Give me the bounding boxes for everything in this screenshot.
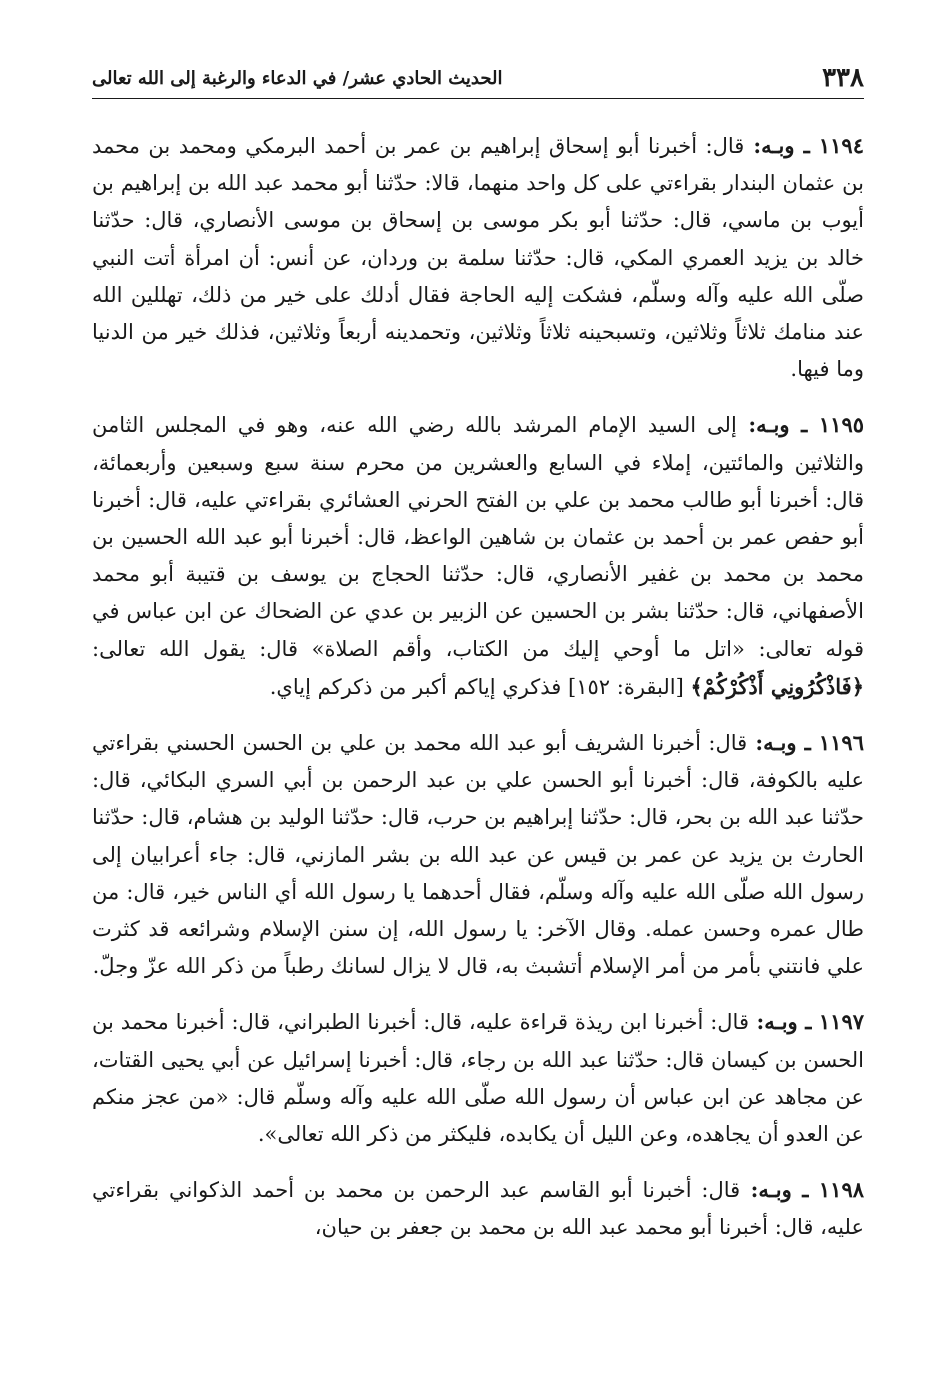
hadith-number: ١١٩٧	[818, 1009, 865, 1035]
quran-verse: ﴿فَاذْكُرُونِي أَذْكُرْكُمْ﴾	[690, 673, 864, 699]
hadith-lead: ـ وبـه:	[747, 730, 819, 756]
hadith-lead: ـ وبـه:	[749, 1009, 819, 1035]
hadith-number: ١١٩٥	[818, 412, 865, 438]
hadith-text: قال: أخبرنا أبو إسحاق إبراهيم بن عمر بن أحمد البرمكي ومحمد بن محمد بن عثمان البندار بقراءتي على كل واحد منهما، قالا: حدّثنا أبو محمد عبد الله بن إبراهيم بن أيوب بن ماسي، قال: حدّثنا أبو بكر موسى بن إسحاق بن موسى الأنصاري، قال: حدّثنا خالد بن يزيد العمري المكي، قال: حدّثنا سلمة بن وردان، عن أنس: أن امرأة أتت النبي صلّى الله عليه وآله وسلّم، فشكت إليه الحاجة فقال أدلك على خير من ذلك، تهللين الله عند منامك ثلاثاً وثلاثين، وتسبحينه ثلاثاً وثلاثين، وتحمدينه أربعاً وثلاثين، فذلك خير من الدنيا وما فيها.	[92, 134, 864, 382]
hadith-number: ١١٩٨	[818, 1177, 865, 1203]
hadith-number: ١١٩٦	[818, 730, 864, 756]
hadith-text: قال: أخبرنا أبو القاسم عبد الرحمن بن محمد بن أحمد الذكواني بقراءتي عليه، قال: أخبرنا أبو محمد عبد الله بن محمد بن جعفر بن حيان،	[92, 1178, 864, 1240]
hadith-text: قال: أخبرنا الشريف أبو عبد الله محمد بن علي بن الحسن الحسني بقراءتي عليه بالكوفة، قال: أخبرنا أبو الحسن علي بن عبد الرحمن بن أبي السري البكائي، قال: حدّثنا عبد الله بن بحر، قال: حدّثنا إبراهيم بن حرب، قال: حدّثنا الوليد بن هشام، قال: حدّثنا الحارث بن يزيد عن عمر بن قيس عن عبد الله بن بشر المازني، قال: جاء أعرابيان إلى رسول الله صلّى الله عليه وآله وسلّم، فقال أحدهما يا رسول الله أي الناس خير، قال: من طال عمره وحسن عمله. وقال الآخر: يا رسول الله، إن سنن الإسلام وشرائعه قد كثرت علي فانتني بأمر من أمر الإسلام أتشبث به، قال لا يزال لسانك رطباً من ذكر الله عزّ وجلّ.	[92, 731, 864, 979]
hadith-lead: ـ وبـه:	[744, 133, 819, 158]
book-page	[92, 58, 864, 1358]
running-header	[92, 58, 864, 99]
hadith-paragraph-1195	[92, 406, 864, 706]
hadith-paragraph-1197	[92, 1003, 864, 1153]
hadith-number: ١١٩٤	[818, 133, 864, 158]
hadith-paragraph-1198	[92, 1171, 864, 1246]
chapter-title: الحديث الحادي عشر/ في الدعاء والرغبة إلى الله تعالى	[92, 67, 503, 89]
hadith-text: إلى السيد الإمام المرشد بالله رضي الله عنه، وهو في المجلس الثامن والثلاثين والمائتين، إملاء في السابع والعشرين من محرم سنة سبع وسبعين وأربعمائة، قال: أخبرنا أبو طالب محمد بن علي بن الفتح الحرني العشائري بقراءتي عليه، قال: أخبرنا أبو حفص عمر بن أحمد بن عثمان بن شاهين الواعظ، قال: أخبرنا أبو عبد الله الحسين بن محمد بن محمد بن غفير الأنصاري، قال: حدّثنا الحجاج بن يوسف بن قتيبة أبو محمد الأصفهاني، قال: حدّثنا بشر بن الحسين عن الزبير بن عدي عن الضحاك عن ابن عباس في قوله تعالى: «اتل ما أوحي إليك من الكتاب، وأقم الصلاة» قال: يقول الله تعالى:	[92, 413, 864, 661]
hadith-paragraph-1196	[92, 724, 864, 985]
page-number: ٣٣٨	[822, 63, 864, 93]
hadith-text: قال: أخبرنا ابن ريذة قراءة عليه، قال: أخبرنا الطبراني، قال: أخبرنا محمد بن الحسن بن كيسان قال: حدّثنا عبد الله بن رجاء، قال: أخبرنا إسرائيل عن أبي يحيى القتات، عن مجاهد عن ابن عباس أن رسول الله صلّى الله عليه وآله وسلّم قال: «من عجز منكم عن العدو أن يجاهده، وعن الليل أن يكابده، فليكثر من ذكر الله تعالى».	[92, 1010, 864, 1147]
hadith-lead: ـ وبـه:	[736, 412, 819, 438]
page-body	[92, 127, 864, 1247]
hadith-paragraph-1194	[92, 127, 864, 388]
hadith-lead: ـ وبـه:	[740, 1177, 819, 1203]
hadith-text-continued: [البقرة: ١٥٢] فذكري إياكم أكبر من ذكركم إياي.	[269, 674, 691, 699]
